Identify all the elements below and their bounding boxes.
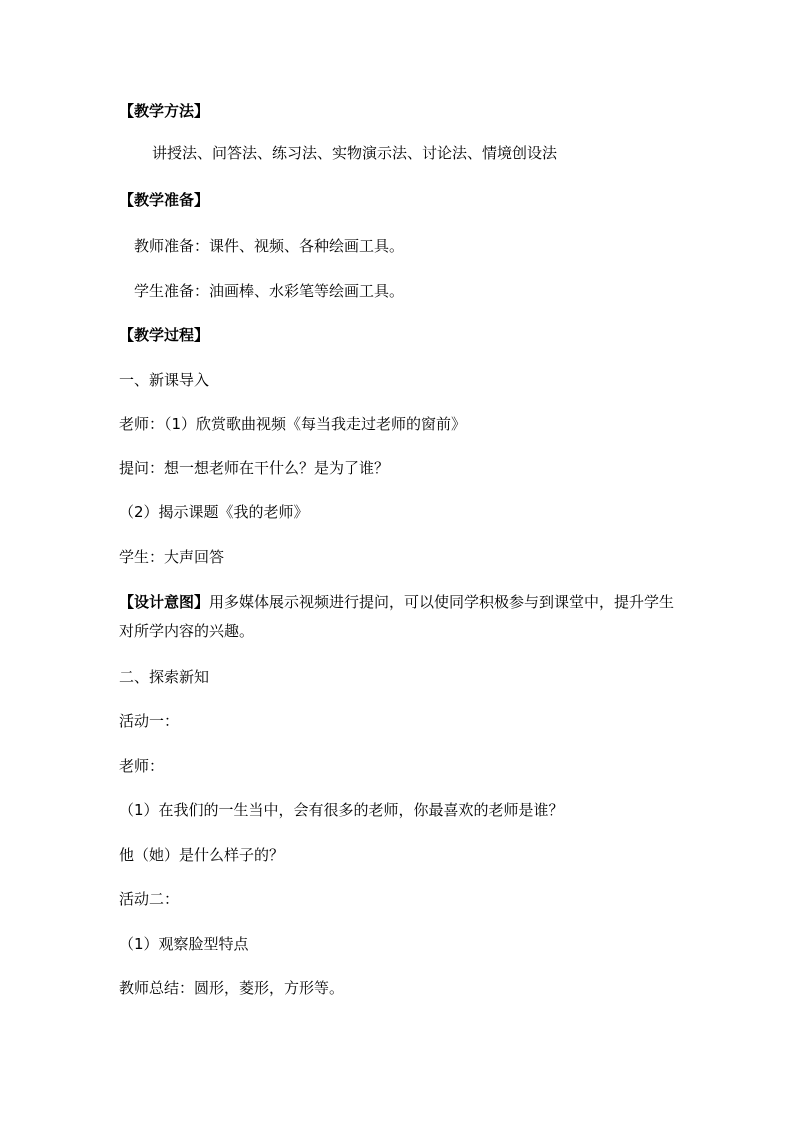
teacher-label: 老师： [119, 757, 165, 775]
reveal-topic-line: （2）揭示课题《我的老师》 [119, 503, 309, 521]
section-heading-teaching-method: 【教学方法】 [119, 102, 210, 120]
design-intent-text: 用多媒体展示视频进行提问，可以使同学积极参与到课堂中，提升学生对所学内容的兴趣。 [119, 593, 675, 640]
teaching-method-text: 讲授法、问答法、练习法、实物演示法、讨论法、情境创设法 [152, 144, 558, 162]
question-favorite-teacher: （1）在我们的一生当中，会有很多的老师，你最喜欢的老师是谁？ [119, 801, 564, 819]
teacher-video-line: 老师：（1）欣赏歌曲视频《每当我走过老师的窗前》 [119, 415, 467, 433]
observe-face-line: （1）观察脸型特点 [119, 935, 249, 953]
design-intent-paragraph [119, 588, 679, 646]
question-line: 提问：想一想老师在干什么？是为了谁？ [119, 459, 390, 477]
teacher-prep-text: 教师准备：课件、视频、各种绘画工具。 [134, 237, 405, 255]
section-heading-teaching-process: 【教学过程】 [119, 326, 210, 344]
section-heading-teaching-prep: 【教学准备】 [119, 191, 210, 209]
part2-title: 二、探索新知 [119, 668, 210, 686]
activity2-label: 活动二： [119, 890, 180, 908]
design-intent-tag: 【设计意图】 [119, 593, 210, 611]
teacher-summary-line: 教师总结：圆形，菱形，方形等。 [119, 979, 345, 997]
part1-title: 一、新课导入 [119, 371, 210, 389]
activity1-label: 活动一： [119, 712, 180, 730]
student-prep-text: 学生准备：油画棒、水彩笔等绘画工具。 [134, 282, 405, 300]
question-favorite-teacher-cont: 他（她）是什么样子的？ [119, 846, 285, 864]
student-answer-line: 学生：大声回答 [119, 548, 225, 566]
